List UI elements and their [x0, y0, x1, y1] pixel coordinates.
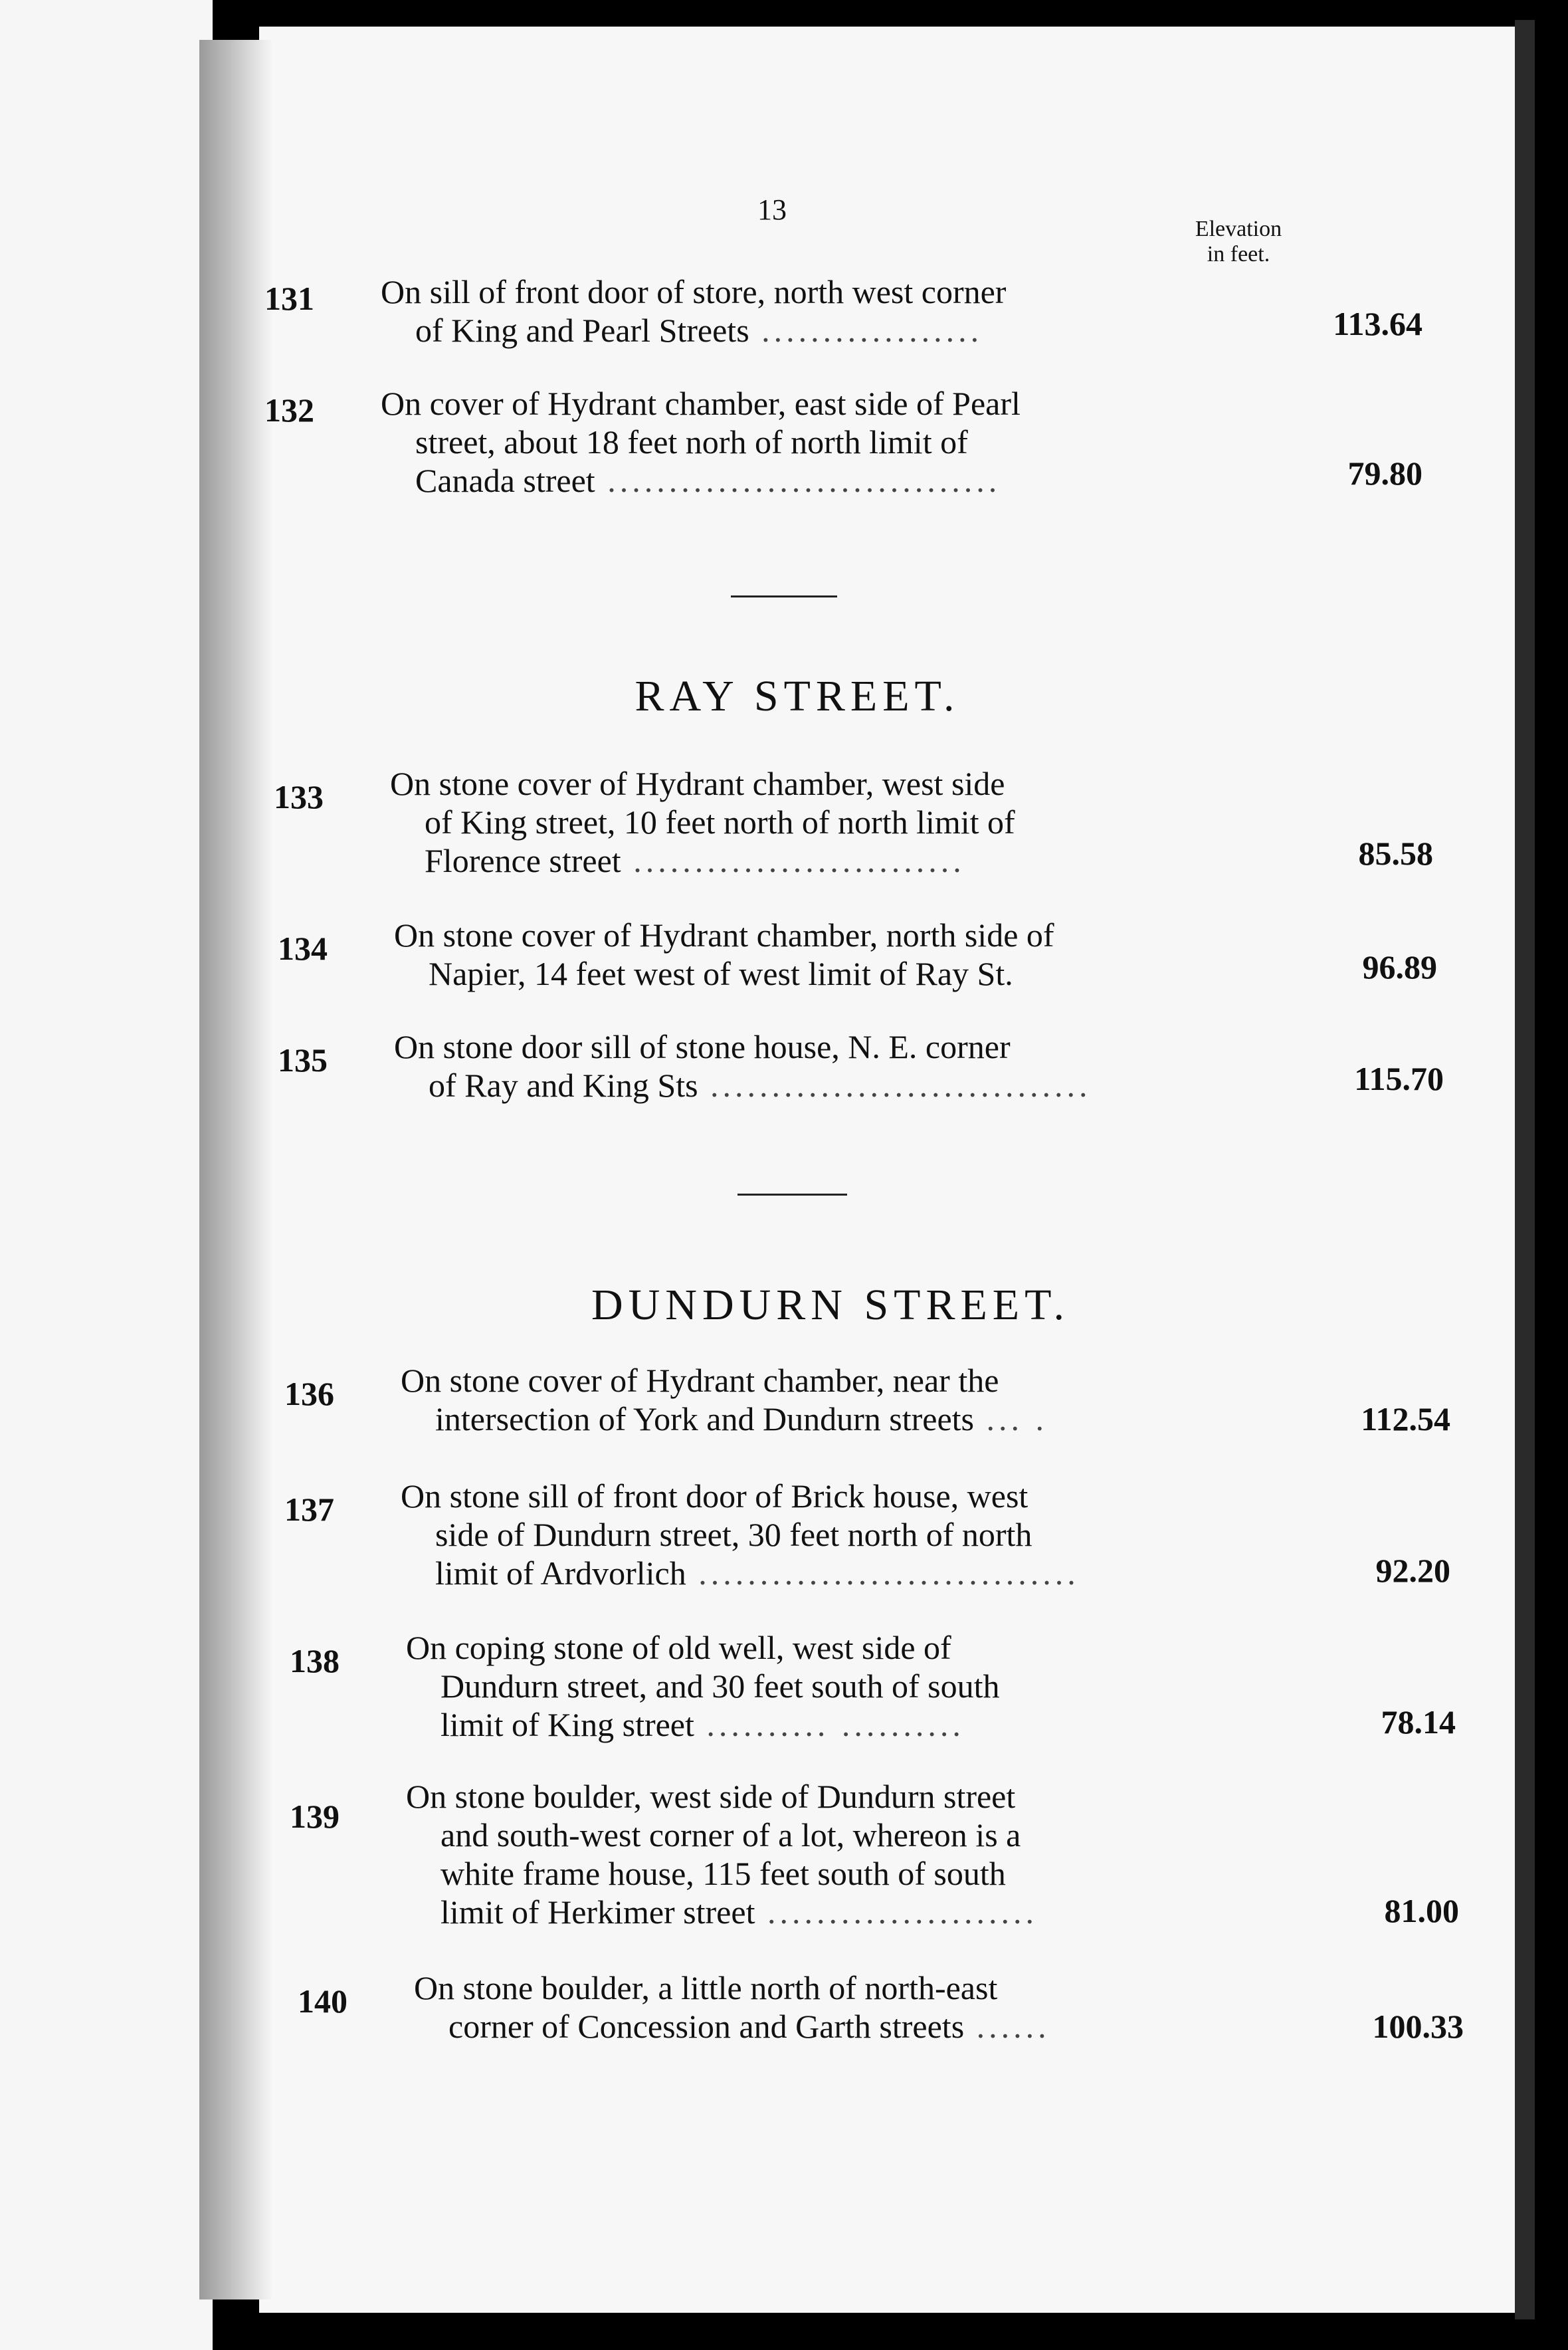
column-header-line-2: in feet.: [1207, 242, 1270, 267]
entry-number: 140: [298, 1982, 347, 2020]
desc-line: Napier, 14 feet west of west limit of Ray St.: [429, 955, 1013, 992]
elevation-value: 92.20: [1375, 1552, 1450, 1589]
entry-number: 133: [274, 778, 324, 815]
elevation-value: 85.58: [1358, 835, 1433, 872]
desc-line: [406, 1705, 1442, 1744]
left-page: [0, 0, 213, 2350]
page-number: 13: [757, 193, 787, 226]
column-header: [1179, 217, 1298, 267]
desc-text: of Ray and King Sts: [429, 1067, 698, 1104]
entry-description: [406, 1777, 1442, 1931]
entry-number: 134: [278, 930, 328, 967]
section-title-dundurn-street: DUNDURN STREET.: [591, 1281, 1070, 1329]
desc-line: [414, 2007, 1450, 2046]
entry-number: 132: [264, 391, 314, 429]
dot-leader: .......... ..........: [694, 1706, 965, 1743]
section-divider: [737, 1194, 847, 1196]
desc-text: limit of King street: [441, 1706, 694, 1743]
entry-description: [381, 384, 1404, 500]
section-title-ray-street: RAY STREET.: [635, 672, 960, 720]
elevation-value: 96.89: [1362, 948, 1437, 986]
elevation-value: 115.70: [1354, 1060, 1444, 1097]
desc-line: and south-west corner of a lot, whereon is a: [441, 1816, 1021, 1854]
entry-description: [406, 1628, 1442, 1744]
dot-leader: ...............................: [686, 1554, 1080, 1592]
desc-text: of King and Pearl Streets: [415, 312, 749, 349]
desc-line: of King street, 10 feet north of north limit of: [425, 803, 1015, 841]
dot-leader: ..................: [749, 312, 983, 349]
desc-line: On stone door sill of stone house, N. E. corner: [394, 1028, 1011, 1065]
desc-line: white frame house, 115 feet south of south: [441, 1855, 1006, 1892]
elevation-value: 79.80: [1347, 455, 1422, 492]
entry-number: 139: [290, 1798, 340, 1835]
section-divider: [731, 595, 837, 597]
dot-leader: ...........................: [621, 842, 965, 879]
entry-number: 137: [284, 1491, 334, 1528]
desc-text: limit of Ardvorlich: [435, 1554, 686, 1592]
entry-number: 131: [264, 280, 314, 317]
book-spine-shadow: [199, 40, 272, 2299]
entry-description: [381, 272, 1404, 350]
desc-text: limit of Herkimer street: [441, 1893, 755, 1931]
dot-leader: ......: [964, 2008, 1050, 2045]
elevation-value: 78.14: [1381, 1703, 1456, 1741]
desc-line: On stone cover of Hydrant chamber, north side of: [394, 916, 1054, 954]
elevation-value: 81.00: [1384, 1892, 1459, 1929]
page-edge: [1515, 20, 1535, 2319]
elevation-value: 100.33: [1372, 2008, 1464, 2045]
desc-text: corner of Concession and Garth streets: [448, 2008, 965, 2045]
desc-line: On cover of Hydrant chamber, east side of Pearl: [381, 385, 1021, 422]
dot-leader: ................................: [595, 462, 1001, 499]
entry-description: [390, 764, 1420, 880]
entry-description: [394, 916, 1437, 993]
dot-leader: ...............................: [698, 1067, 1092, 1104]
entry-description: [401, 1361, 1437, 1438]
desc-line: On stone boulder, west side of Dundurn street: [406, 1778, 1016, 1815]
desc-line: [381, 311, 1404, 350]
desc-line: [381, 461, 1404, 500]
desc-line: On stone cover of Hydrant chamber, near the: [401, 1362, 999, 1399]
desc-line: On stone sill of front door of Brick house, west: [401, 1477, 1029, 1515]
desc-line: [390, 841, 1420, 880]
desc-line: street, about 18 feet norh of north limit of: [415, 423, 968, 461]
desc-line: [401, 1400, 1437, 1438]
desc-line: On stone cover of Hydrant chamber, west side: [390, 765, 1005, 802]
desc-line: [401, 1554, 1437, 1592]
entry-number: 136: [284, 1375, 334, 1412]
entry-number: 135: [278, 1041, 328, 1079]
column-header-line-1: Elevation: [1195, 217, 1282, 241]
desc-line: On coping stone of old well, west side of: [406, 1629, 951, 1666]
entry-number: 138: [290, 1642, 340, 1679]
desc-line: [394, 1066, 1430, 1105]
desc-line: On sill of front door of store, north west corner: [381, 273, 1007, 310]
entry-description: [394, 1027, 1430, 1105]
desc-line: side of Dundurn street, 30 feet north of north: [435, 1516, 1032, 1553]
desc-text: Florence street: [425, 842, 621, 879]
dot-leader: ... .: [974, 1400, 1048, 1438]
desc-line: On stone boulder, a little north of north-east: [414, 1969, 998, 2006]
entry-description: [414, 1969, 1450, 2046]
elevation-value: 112.54: [1361, 1400, 1450, 1438]
elevation-value: 113.64: [1333, 305, 1422, 342]
desc-line: [406, 1893, 1442, 1931]
entry-description: [401, 1477, 1437, 1592]
desc-line: Dundurn street, and 30 feet south of south: [441, 1667, 1000, 1705]
desc-text: intersection of York and Dundurn streets: [435, 1400, 974, 1438]
desc-text: Canada street: [415, 462, 595, 499]
dot-leader: ......................: [755, 1893, 1038, 1931]
